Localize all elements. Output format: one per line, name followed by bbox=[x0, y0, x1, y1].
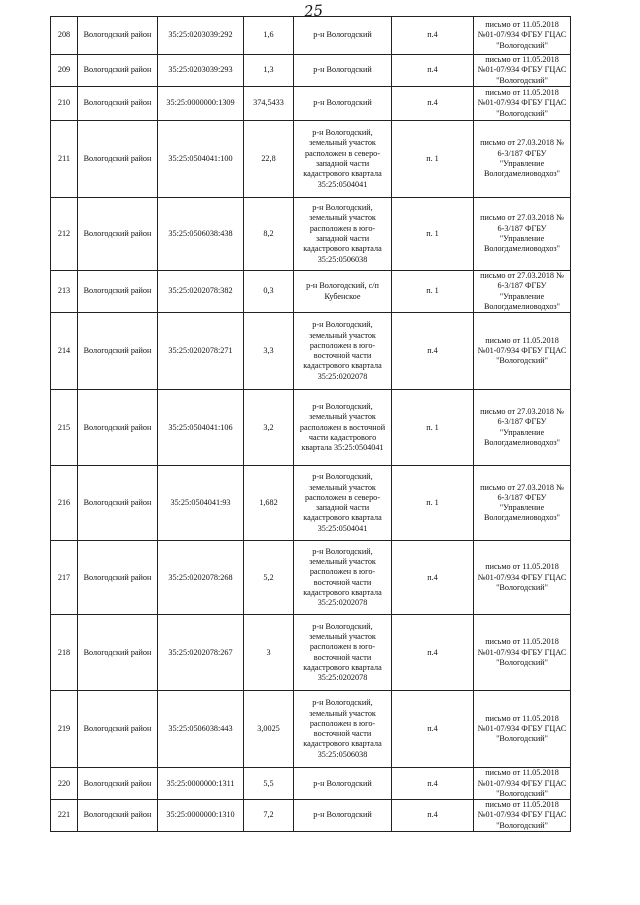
area-cell: 5,5 bbox=[244, 768, 294, 800]
basis-document-cell: письмо от 27.03.2018 № 6-3/187 ФГБУ "Управление Вологдамелиоводхоз" bbox=[474, 271, 571, 313]
cadastral-number-cell: 35:25:0203039:293 bbox=[158, 55, 244, 87]
area-cell: 3,0025 bbox=[244, 691, 294, 768]
point-cell: п.4 bbox=[392, 313, 474, 390]
location-cell: р-н Вологодский, земельный участок расположен в юго-восточной части кадастрового квартала 35:25:0202078 bbox=[294, 313, 392, 390]
area-cell: 3,2 bbox=[244, 390, 294, 466]
row-number-cell: 219 bbox=[51, 691, 78, 768]
location-cell: р-н Вологодский, земельный участок расположен в юго-восточной части кадастрового квартала 35:25:0506038 bbox=[294, 691, 392, 768]
row-number-cell: 213 bbox=[51, 271, 78, 313]
row-number-cell: 209 bbox=[51, 55, 78, 87]
registry-body bbox=[51, 17, 571, 832]
area-cell: 22,8 bbox=[244, 121, 294, 198]
area-cell: 1,3 bbox=[244, 55, 294, 87]
point-cell: п. 1 bbox=[392, 466, 474, 541]
cadastral-number-cell: 35:25:0202078:267 bbox=[158, 615, 244, 691]
district-cell: Вологодский район bbox=[78, 17, 158, 55]
district-cell: Вологодский район bbox=[78, 800, 158, 832]
district-cell: Вологодский район bbox=[78, 768, 158, 800]
row-number-cell: 221 bbox=[51, 800, 78, 832]
row-number-cell: 208 bbox=[51, 17, 78, 55]
row-number-cell: 218 bbox=[51, 615, 78, 691]
location-cell: р-н Вологодский bbox=[294, 87, 392, 121]
basis-document-cell: письмо от 11.05.2018 №01-07/934 ФГБУ ГЦАС "Вологодский" bbox=[474, 55, 571, 87]
table-row bbox=[51, 55, 571, 87]
row-number-cell: 211 bbox=[51, 121, 78, 198]
district-cell: Вологодский район bbox=[78, 691, 158, 768]
area-cell: 7,2 bbox=[244, 800, 294, 832]
table-row bbox=[51, 390, 571, 466]
point-cell: п. 1 bbox=[392, 198, 474, 271]
land-plot-registry-table bbox=[50, 16, 571, 832]
cadastral-number-cell: 35:25:0506038:443 bbox=[158, 691, 244, 768]
point-cell: п. 1 bbox=[392, 271, 474, 313]
location-cell: р-н Вологодский, земельный участок расположен в северо-западной части кадастрового квартала 35:25:0504041 bbox=[294, 466, 392, 541]
district-cell: Вологодский район bbox=[78, 313, 158, 390]
area-cell: 1,682 bbox=[244, 466, 294, 541]
area-cell: 1,6 bbox=[244, 17, 294, 55]
table-row bbox=[51, 17, 571, 55]
area-cell: 374,5433 bbox=[244, 87, 294, 121]
district-cell: Вологодский район bbox=[78, 541, 158, 615]
table-row bbox=[51, 768, 571, 800]
cadastral-number-cell: 35:25:0203039:292 bbox=[158, 17, 244, 55]
table-row bbox=[51, 313, 571, 390]
point-cell: п.4 bbox=[392, 55, 474, 87]
area-cell: 3 bbox=[244, 615, 294, 691]
district-cell: Вологодский район bbox=[78, 390, 158, 466]
basis-document-cell: письмо от 27.03.2018 № 6-3/187 ФГБУ "Управление Вологдамелиоводхоз" bbox=[474, 390, 571, 466]
basis-document-cell: письмо от 11.05.2018 №01-07/934 ФГБУ ГЦАС "Вологодский" bbox=[474, 800, 571, 832]
location-cell: р-н Вологодский bbox=[294, 17, 392, 55]
location-cell: р-н Вологодский, с/п Кубенское bbox=[294, 271, 392, 313]
cadastral-number-cell: 35:25:0504041:93 bbox=[158, 466, 244, 541]
cadastral-number-cell: 35:25:0202078:268 bbox=[158, 541, 244, 615]
basis-document-cell: письмо от 27.03.2018 № 6-3/187 ФГБУ "Управление Вологдамелиоводхоз" bbox=[474, 198, 571, 271]
basis-document-cell: письмо от 11.05.2018 №01-07/934 ФГБУ ГЦАС "Вологодский" bbox=[474, 87, 571, 121]
district-cell: Вологодский район bbox=[78, 55, 158, 87]
district-cell: Вологодский район bbox=[78, 87, 158, 121]
cadastral-number-cell: 35:25:0504041:106 bbox=[158, 390, 244, 466]
location-cell: р-н Вологодский bbox=[294, 800, 392, 832]
row-number-cell: 217 bbox=[51, 541, 78, 615]
cadastral-number-cell: 35:25:0504041:100 bbox=[158, 121, 244, 198]
location-cell: р-н Вологодский, земельный участок расположен в северо-западной части кадастрового квартала 35:25:0504041 bbox=[294, 121, 392, 198]
basis-document-cell: письмо от 11.05.2018 №01-07/934 ФГБУ ГЦАС "Вологодский" bbox=[474, 768, 571, 800]
table-row bbox=[51, 691, 571, 768]
point-cell: п. 1 bbox=[392, 390, 474, 466]
basis-document-cell: письмо от 11.05.2018 №01-07/934 ФГБУ ГЦАС "Вологодский" bbox=[474, 313, 571, 390]
location-cell: р-н Вологодский bbox=[294, 768, 392, 800]
cadastral-number-cell: 35:25:0000000:1310 bbox=[158, 800, 244, 832]
table-row bbox=[51, 271, 571, 313]
cadastral-number-cell: 35:25:0000000:1311 bbox=[158, 768, 244, 800]
basis-document-cell: письмо от 11.05.2018 №01-07/934 ФГБУ ГЦАС "Вологодский" bbox=[474, 691, 571, 768]
point-cell: п. 1 bbox=[392, 121, 474, 198]
basis-document-cell: письмо от 11.05.2018 №01-07/934 ФГБУ ГЦАС "Вологодский" bbox=[474, 541, 571, 615]
district-cell: Вологодский район bbox=[78, 615, 158, 691]
cadastral-number-cell: 35:25:0506038:438 bbox=[158, 198, 244, 271]
district-cell: Вологодский район bbox=[78, 271, 158, 313]
table-row bbox=[51, 198, 571, 271]
table-row bbox=[51, 541, 571, 615]
cadastral-number-cell: 35:25:0202078:271 bbox=[158, 313, 244, 390]
row-number-cell: 212 bbox=[51, 198, 78, 271]
location-cell: р-н Вологодский, земельный участок расположен в юго-западной части кадастрового квартала 35:25:0506038 bbox=[294, 198, 392, 271]
table-row bbox=[51, 121, 571, 198]
location-cell: р-н Вологодский, земельный участок расположен в юго-восточной части кадастрового квартала 35:25:0202078 bbox=[294, 615, 392, 691]
table-row bbox=[51, 615, 571, 691]
basis-document-cell: письмо от 11.05.2018 №01-07/934 ФГБУ ГЦАС "Вологодский" bbox=[474, 17, 571, 55]
district-cell: Вологодский район bbox=[78, 121, 158, 198]
basis-document-cell: письмо от 27.03.2018 № 6-3/187 ФГБУ "Управление Вологдамелиоводхоз" bbox=[474, 466, 571, 541]
point-cell: п.4 bbox=[392, 615, 474, 691]
row-number-cell: 216 bbox=[51, 466, 78, 541]
district-cell: Вологодский район bbox=[78, 198, 158, 271]
location-cell: р-н Вологодский bbox=[294, 55, 392, 87]
point-cell: п.4 bbox=[392, 768, 474, 800]
location-cell: р-н Вологодский, земельный участок расположен в восточной части кадастрового квартала 35:25:0504041 bbox=[294, 390, 392, 466]
point-cell: п.4 bbox=[392, 87, 474, 121]
table-row bbox=[51, 466, 571, 541]
point-cell: п.4 bbox=[392, 17, 474, 55]
basis-document-cell: письмо от 11.05.2018 №01-07/934 ФГБУ ГЦАС "Вологодский" bbox=[474, 615, 571, 691]
point-cell: п.4 bbox=[392, 800, 474, 832]
row-number-cell: 215 bbox=[51, 390, 78, 466]
area-cell: 8,2 bbox=[244, 198, 294, 271]
location-cell: р-н Вологодский, земельный участок расположен в юго-восточной части кадастрового квартала 35:25:0202078 bbox=[294, 541, 392, 615]
table-row bbox=[51, 800, 571, 832]
area-cell: 3,3 bbox=[244, 313, 294, 390]
district-cell: Вологодский район bbox=[78, 466, 158, 541]
point-cell: п.4 bbox=[392, 541, 474, 615]
row-number-cell: 214 bbox=[51, 313, 78, 390]
area-cell: 5,2 bbox=[244, 541, 294, 615]
cadastral-number-cell: 35:25:0000000:1309 bbox=[158, 87, 244, 121]
basis-document-cell: письмо от 27.03.2018 № 6-3/187 ФГБУ "Управление Вологдамелиоводхоз" bbox=[474, 121, 571, 198]
area-cell: 0,3 bbox=[244, 271, 294, 313]
point-cell: п.4 bbox=[392, 691, 474, 768]
row-number-cell: 220 bbox=[51, 768, 78, 800]
page-number: 25 bbox=[303, 1, 324, 21]
row-number-cell: 210 bbox=[51, 87, 78, 121]
cadastral-number-cell: 35:25:0202078:382 bbox=[158, 271, 244, 313]
table-row bbox=[51, 87, 571, 121]
